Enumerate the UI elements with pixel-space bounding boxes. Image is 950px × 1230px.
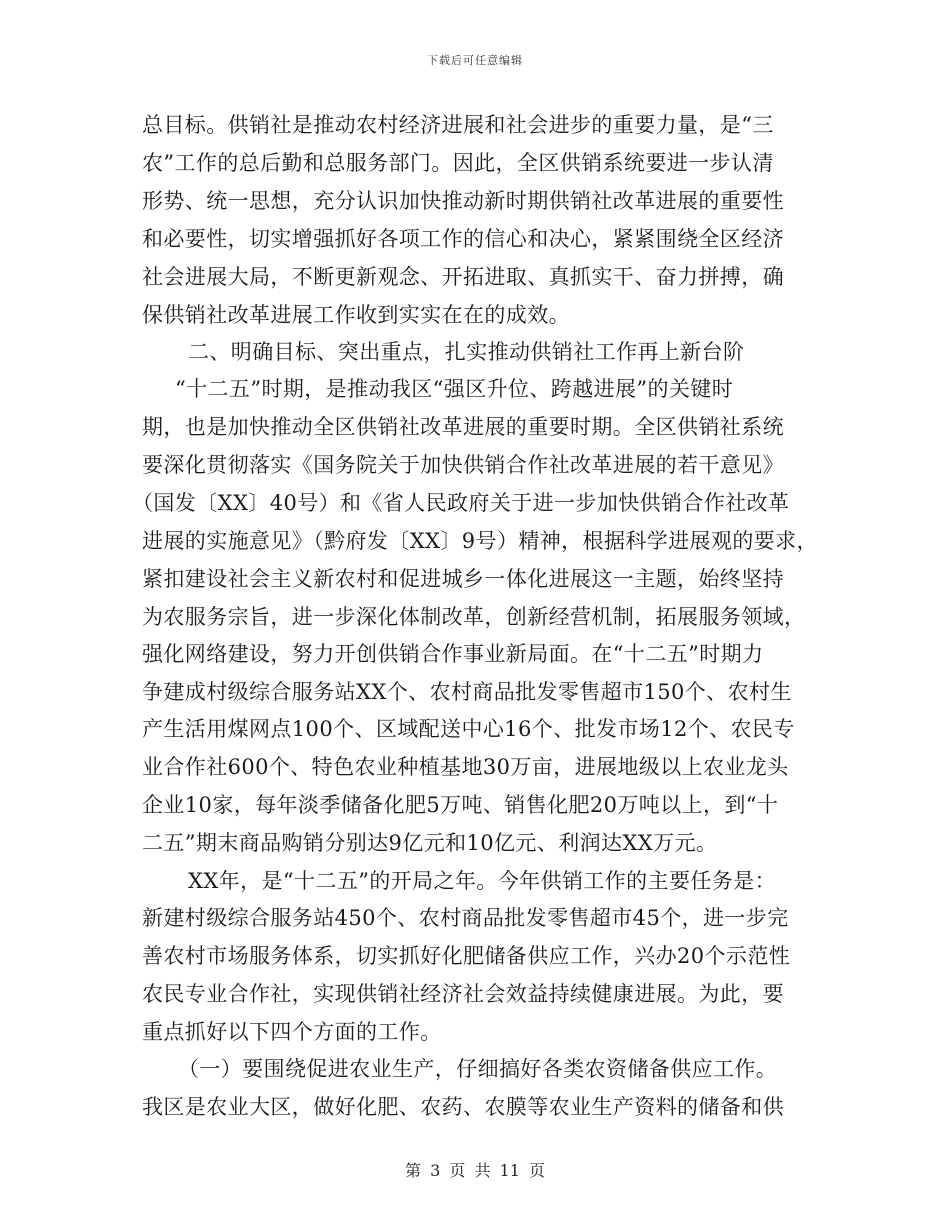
text-line: 产生活用煤网点100个、区域配送中心16个、批发市场12个、农民专 — [142, 717, 795, 741]
text-line: 善农村市场服务体系，切实抓好化肥储备供应工作，兴办20个示范性 — [142, 944, 791, 968]
text-line: 总目标。供销社是推动农村经济进展和社会进步的重要力量，是“三 — [142, 113, 774, 137]
page-header: 下载后可任意编辑 — [427, 54, 523, 67]
text-line: 为农服务宗旨，进一步深化体制改革，创新经营机制，拓展服务领域， — [142, 605, 806, 629]
text-line: 业合作社600个、特色农业种植基地30万亩，进展地级以上农业龙头 — [142, 755, 789, 779]
text-line: 农民专业合作社，实现供销社经济社会效益持续健康进展。为此，要 — [142, 982, 784, 1006]
section-heading: 二、明确目标、突出重点，扎实推动供销社工作再上新台阶 — [188, 340, 745, 364]
text-line: 农”工作的总后勤和总服务部门。因此，全区供销系统要进一步认清 — [142, 151, 774, 175]
subsection-heading: （一）要围绕促进农业生产，仔细搞好各类农资储备供应工作。 — [178, 1057, 778, 1081]
text-line: 重点抓好以下四个方面的工作。 — [142, 1020, 442, 1044]
text-line: 进展的实施意见》（黔府发〔XX〕9号）精神，根据科学进展观的要求， — [142, 529, 818, 553]
text-line: 企业10家，每年淡季储备化肥5万吨、销售化肥20万吨以上，到“十 — [142, 793, 779, 817]
text-line: 要深化贯彻落实《国务院关于加快供销合作社改革进展的若干意见》 — [142, 453, 784, 477]
text-line: 形势、统一思想，充分认识加快推动新时期供销社改革进展的重要性 — [142, 189, 784, 213]
text-line: 新建村级综合服务站450个、农村商品批发零售超市45个，进一步完 — [142, 906, 789, 930]
text-line: “十二五”时期，是推动我区“强区升位、跨越进展”的关键时 — [175, 377, 734, 401]
text-line: （国发〔XX〕40号）和《省人民政府关于进一步加快供销合作社改革 — [132, 491, 790, 515]
text-line: 二五”期末商品购销分别达9亿元和10亿元、利润达XX万元。 — [142, 831, 718, 855]
text-line: 我区是农业大区，做好化肥、农药、农膜等农业生产资料的储备和供 — [142, 1095, 784, 1119]
page-footer: 第 3 页 共 11 页 — [405, 1161, 545, 1180]
text-line: 社会进展大局，不断更新观念、开拓进取、真抓实干、奋力拼搏，确 — [142, 265, 784, 289]
text-line: XX年，是“十二五”的开局之年。今年供销工作的主要任务是： — [188, 869, 776, 893]
text-line: 和必要性，切实增强抓好各项工作的信心和决心，紧紧围绕全区经济 — [142, 227, 784, 251]
text-line: 保供销社改革进展工作收到实实在在的成效。 — [142, 303, 570, 327]
text-line: 争建成村级综合服务站XX个、农村商品批发零售超市150个、农村生 — [142, 680, 792, 704]
text-line: 强化网络建设，努力开创供销合作事业新局面。在“十二五”时期力 — [142, 642, 764, 666]
text-line: 紧扣建设社会主义新农村和促进城乡一体化进展这一主题，始终坚持 — [142, 567, 784, 591]
text-line: 期，也是加快推动全区供销社改革进展的重要时期。全区供销社系统 — [142, 415, 784, 439]
